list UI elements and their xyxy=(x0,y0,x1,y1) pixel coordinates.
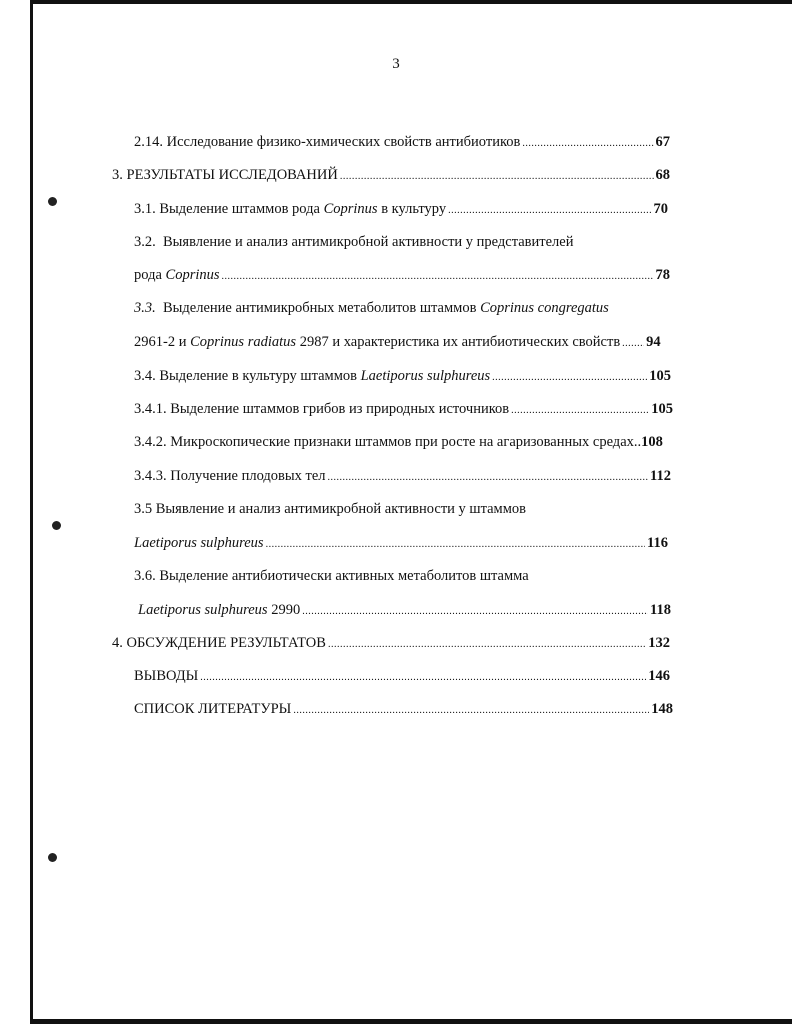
toc-entry-title-italic: Coprinus xyxy=(165,267,220,283)
toc-entry-number: 3.4.1. xyxy=(134,401,167,417)
page-number: 3 xyxy=(392,56,400,72)
toc-entry-number: 3.4.2. xyxy=(134,434,167,450)
leader-dots xyxy=(511,399,649,421)
toc-entry xyxy=(134,366,671,386)
toc-entry-page: 132 xyxy=(648,635,670,651)
toc-entry-title-italic: Coprinus xyxy=(323,201,378,217)
toc-entry xyxy=(134,466,671,486)
toc-entry-number: 3. xyxy=(112,167,123,183)
toc-entry-number: 3.3. xyxy=(134,300,156,316)
toc-entry xyxy=(134,666,670,686)
toc-entry-title: Выделение штаммов рода xyxy=(159,201,320,217)
toc-entry xyxy=(134,298,609,318)
leader-dots xyxy=(622,332,644,354)
toc-entry-title: Выделение штаммов грибов из природных источников xyxy=(170,401,510,417)
leader-dots xyxy=(266,533,645,555)
toc-entry xyxy=(112,165,670,185)
leader-dots xyxy=(200,666,646,688)
toc-entry xyxy=(134,232,574,252)
toc-entry-continuation xyxy=(138,600,671,620)
toc-entry-number: 3.5 xyxy=(134,501,153,517)
toc-entry-number: 2.14. xyxy=(134,134,163,150)
toc-entry-page: 148 xyxy=(651,701,673,717)
toc-entry-page: 112 xyxy=(650,468,671,484)
toc-entry-title: Микроскопические признаки штаммов при росте на агаризованных средах.. xyxy=(170,434,642,450)
toc-entry-title: ВЫВОДЫ xyxy=(134,668,199,684)
toc-entry xyxy=(134,399,673,419)
toc-entry-title: Выявление и анализ антимикробной активности у представителей xyxy=(163,234,574,250)
leader-dots xyxy=(522,132,653,154)
toc-entry-title-italic: Laetiporus sulphureus xyxy=(138,602,268,618)
toc-entry xyxy=(134,699,673,719)
toc-entry-page: 105 xyxy=(651,401,673,417)
toc-entry-number: 3.1. xyxy=(134,201,156,217)
toc-entry-title: 2990 xyxy=(271,602,301,618)
toc-entry xyxy=(134,432,674,452)
toc-entry-title-end: в культуру xyxy=(381,201,447,217)
toc-entry-number: 3.2. xyxy=(134,234,156,250)
toc-entry-title: Получение плодовых тел xyxy=(170,468,326,484)
toc-entry-page: 67 xyxy=(655,134,670,150)
leader-dots xyxy=(328,466,649,488)
toc-entry-title: 2961-2 и xyxy=(134,334,187,350)
toc-entry-title: ОБСУЖДЕНИЕ РЕЗУЛЬТАТОВ xyxy=(126,635,326,651)
toc-entry-continuation xyxy=(134,533,668,553)
toc-entry-title: 2987 и характеристика их антибиотических свойств xyxy=(299,334,621,350)
toc-entry-continuation xyxy=(134,332,670,352)
toc-entry-title: Выявление и анализ антимикробной активности у штаммов xyxy=(155,501,526,517)
toc-entry-page: 68 xyxy=(655,167,670,183)
leader-dots xyxy=(448,199,651,221)
toc-entry-page: 94 xyxy=(646,334,661,350)
toc-entry-title-italic: Coprinus radiatus xyxy=(190,334,297,350)
toc-entry-page: 78 xyxy=(655,267,670,283)
toc-entry-title-italic: Laetiporus sulphureus xyxy=(360,368,491,384)
leader-dots xyxy=(302,600,648,622)
toc-entry-title: Выделение в культуру штаммов xyxy=(159,368,357,384)
toc-entry-title-italic: Coprinus congregatus xyxy=(480,300,609,316)
leader-dots xyxy=(328,633,646,655)
leader-dots xyxy=(293,699,649,721)
toc-entry-page: 118 xyxy=(650,602,671,618)
toc-entry-title: Исследование физико-химических свойств антибиотиков xyxy=(166,134,521,150)
toc-entry xyxy=(134,499,526,519)
toc-entry-number: 3.4.3. xyxy=(134,468,167,484)
toc-entry-title: РЕЗУЛЬТАТЫ ИССЛЕДОВАНИЙ xyxy=(126,167,338,183)
toc-entry-continuation xyxy=(134,265,670,285)
toc-entry-title: рода xyxy=(134,267,162,283)
leader-dots xyxy=(492,366,647,388)
toc-entry xyxy=(134,132,670,152)
toc-entry-title: Выделение антибиотически активных метаболитов штамма xyxy=(159,568,529,584)
leader-dots xyxy=(222,265,654,287)
toc-entry xyxy=(134,566,529,586)
toc-entry-title-italic: Laetiporus sulphureus xyxy=(134,535,264,551)
toc-entry-page: 116 xyxy=(647,535,668,551)
toc-entry-page: 70 xyxy=(653,201,668,217)
toc-entry xyxy=(112,633,670,653)
toc-entry-number: 4. xyxy=(112,635,123,651)
toc-entry-number: 3.4. xyxy=(134,368,156,384)
toc-entry-title: СПИСОК ЛИТЕРАТУРЫ xyxy=(134,701,292,717)
toc-entry-page: 108 xyxy=(641,434,663,450)
toc-entry-page: 146 xyxy=(648,668,670,684)
leader-dots xyxy=(340,165,654,187)
toc-entry-title: Выделение антимикробных метаболитов штаммов xyxy=(163,300,477,316)
toc-entry-page: 105 xyxy=(649,368,671,384)
toc-entry xyxy=(134,199,668,219)
toc-entry-number: 3.6. xyxy=(134,568,156,584)
